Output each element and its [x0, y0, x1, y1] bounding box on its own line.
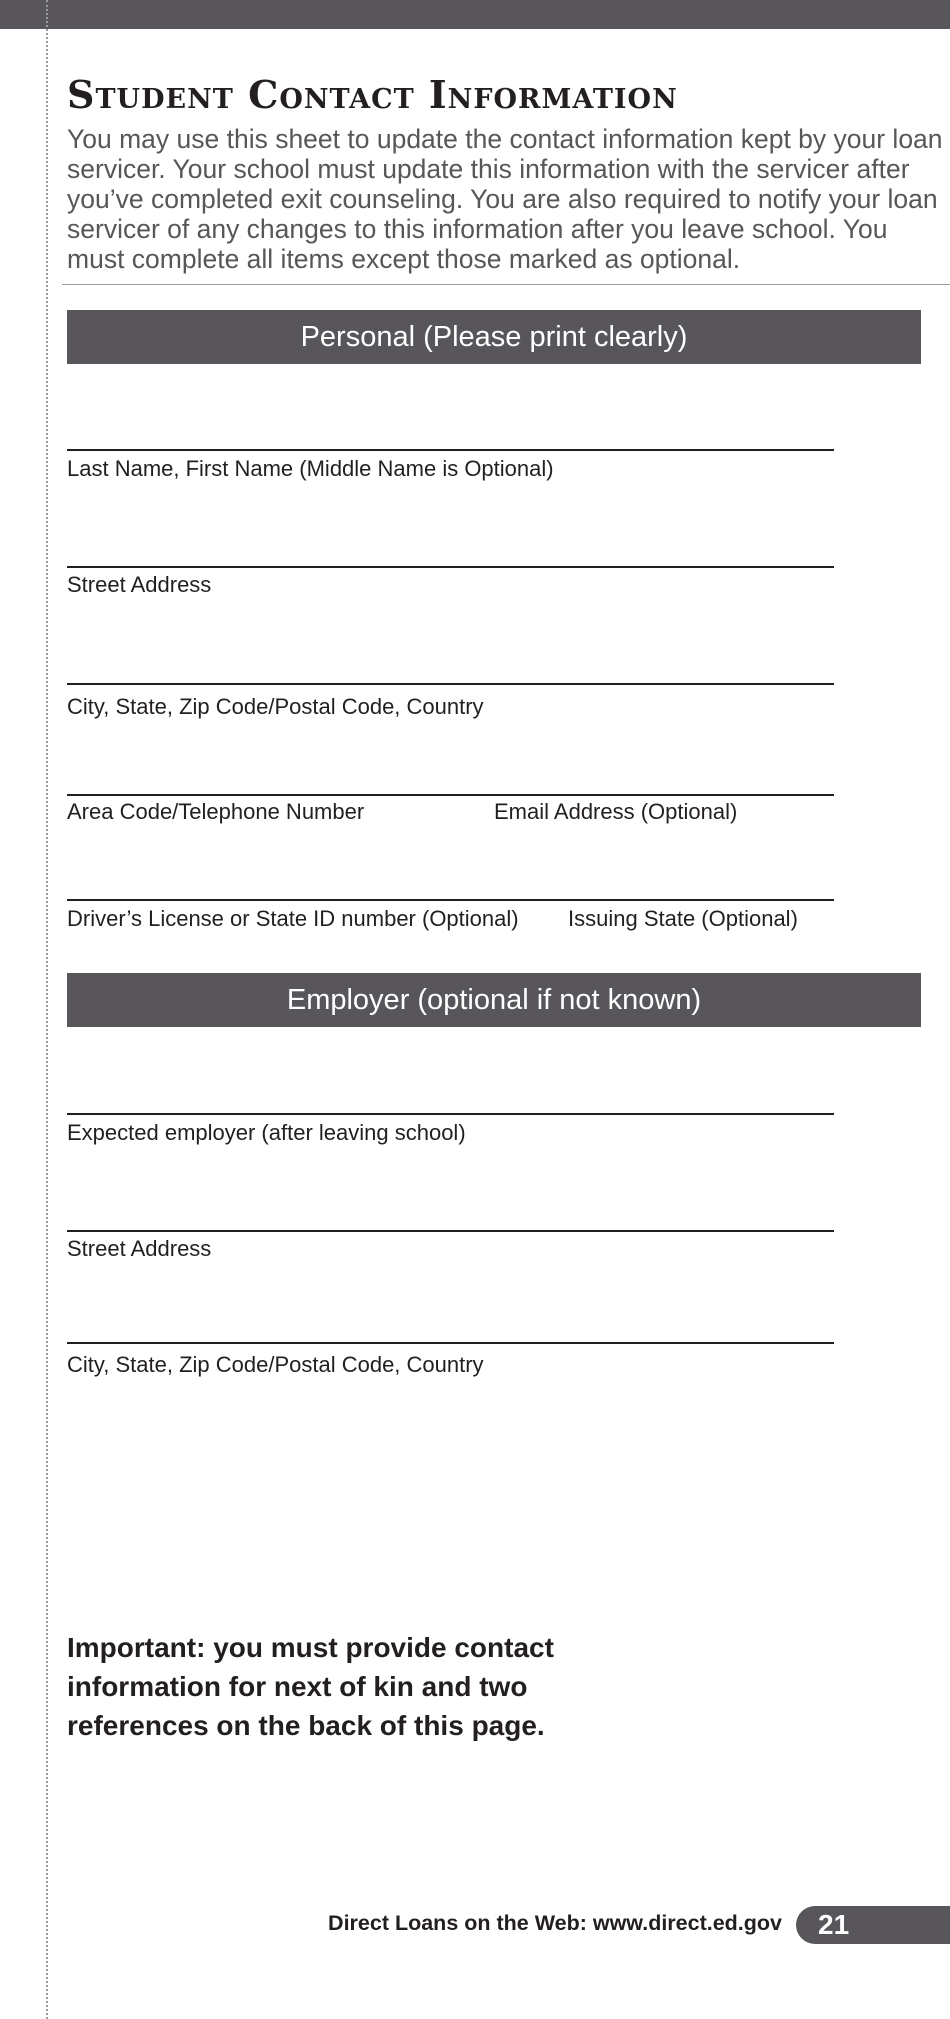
- name-field-label: Last Name, First Name (Middle Name is Optional): [67, 456, 554, 481]
- email-field-label: Email Address (Optional): [494, 799, 738, 824]
- important-note: Important: you must provide contact information for next of kin and two references on the back of this page.: [67, 1632, 554, 1741]
- page-number-badge: 21: [796, 1906, 950, 1944]
- license-field-label: Driver’s License or State ID number (Optional): [67, 906, 519, 931]
- name-field-line[interactable]: [67, 449, 834, 451]
- employer-city-field-label: City, State, Zip Code/Postal Code, Country: [67, 1352, 484, 1377]
- intro-paragraph: You may use this sheet to update the contact information kept by your loan servicer. Your school must update this information with the servicer after you’ve completed exit counseling. You are also required to notify your loan servicer of any changes to this information after you leave school. You must complete all items except those marked as optional.: [67, 124, 943, 274]
- city-field-label: City, State, Zip Code/Postal Code, Country: [67, 694, 484, 719]
- page-title: Student Contact Information: [67, 72, 678, 117]
- employer-street-field-label: Street Address: [67, 1236, 212, 1261]
- issuing-state-field-label: Issuing State (Optional): [568, 906, 798, 931]
- employer-field-label: Expected employer (after leaving school): [67, 1120, 466, 1145]
- employer-field-line[interactable]: [67, 1113, 834, 1115]
- license-field-line[interactable]: [67, 899, 834, 901]
- footer-prefix: Direct Loans on the Web:: [328, 1911, 593, 1935]
- phone-email-field-line[interactable]: [67, 794, 834, 796]
- employer-street-field-line[interactable]: [67, 1230, 834, 1232]
- footer-text: [328, 1911, 782, 1936]
- city-field-line[interactable]: [67, 683, 834, 685]
- street-field-label: Street Address: [67, 572, 212, 597]
- employer-section-header: Employer (optional if not known): [67, 973, 921, 1027]
- top-bar: [0, 0, 950, 29]
- dotted-margin-line: [46, 0, 48, 2019]
- divider: [62, 284, 950, 285]
- employer-city-field-line[interactable]: [67, 1342, 834, 1344]
- footer-url[interactable]: www.direct.ed.gov: [592, 1911, 782, 1935]
- phone-field-label: Area Code/Telephone Number: [67, 799, 365, 824]
- street-field-line[interactable]: [67, 566, 834, 568]
- personal-section-header: Personal (Please print clearly): [67, 310, 921, 364]
